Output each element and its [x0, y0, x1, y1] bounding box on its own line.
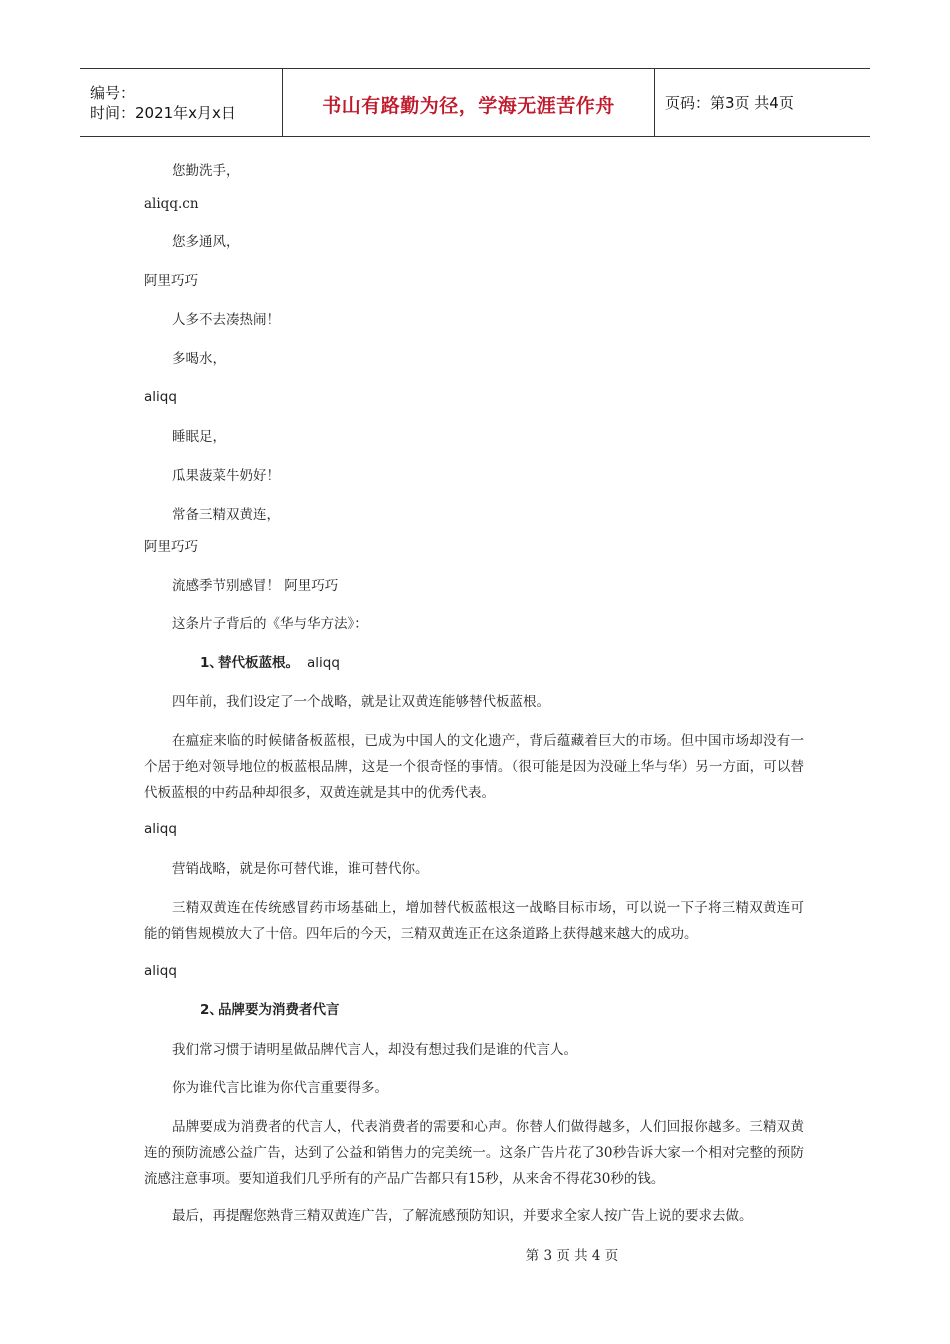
motto-text: 书山有路勤为径，学海无涯苦作舟 — [322, 95, 615, 117]
body-line: 这条片子背后的《华与华方法》： — [172, 616, 368, 632]
body-paragraph: 你为谁代言比谁为你代言重要得多。 — [172, 1080, 388, 1096]
page-footer — [0, 1244, 950, 1264]
document-number-label: 编号： — [90, 83, 136, 102]
page-header — [80, 68, 870, 137]
body-line: aliqq — [144, 821, 177, 837]
section-heading-1 — [144, 650, 804, 676]
body-paragraph: 营销战略，就是你可替代谁，谁可替代你。 — [172, 861, 429, 877]
body-line: 瓜果菠菜牛奶好！ — [172, 468, 280, 484]
body-line: 睡眠足， — [172, 429, 226, 445]
body-line: 阿里巧巧 — [144, 273, 198, 289]
section-tag: aliqq — [307, 655, 340, 671]
body-line: 常备三精双黄连， — [172, 507, 280, 523]
body-line: 多喝水， — [172, 351, 226, 367]
body-line: aliqq.cn — [144, 196, 199, 212]
section-number: 1、 — [200, 655, 223, 671]
document-time-label: 时间：2021年x月x日 — [90, 103, 236, 122]
header-page-label: 页码：第3页 共4页 — [665, 94, 794, 112]
body-line: 您多通风， — [172, 234, 240, 250]
body-line: 您勤洗手， — [172, 163, 240, 179]
header-page-info — [655, 69, 870, 136]
section-heading-2 — [144, 997, 804, 1023]
body-paragraph: 三精双黄连在传统感冒药市场基础上，增加替代板蓝根这一战略目标市场，可以说一下子将三精双黄连可能的销售规模放大了十倍。四年后的今天，三精双黄连正在这条道路上获得越来越大的成功。 — [144, 900, 804, 942]
section-title: 品牌要为消费者代言 — [218, 1002, 340, 1018]
body-line: aliqq — [144, 389, 177, 405]
header-motto — [282, 69, 655, 136]
header-meta — [80, 69, 282, 136]
section-title: 替代板蓝根。 — [218, 655, 299, 671]
footer-page-number: 第 3 页 共 4 页 — [525, 1248, 619, 1264]
body-paragraph: 四年前，我们设定了一个战略，就是让双黄连能够替代板蓝根。 — [172, 694, 550, 710]
body-line: aliqq — [144, 963, 177, 979]
body-paragraph: 品牌要成为消费者的代言人，代表消费者的需要和心声。你替人们做得越多，人们回报你越多。三精双黄连的预防流感公益广告，达到了公益和销售力的完美统一。这条广告片花了30秒告诉大家一个相对完整的预防流感注意事项。要知道我们几乎所有的产品广告都只有15秒，从来舍不得花30秒的钱。 — [144, 1119, 804, 1187]
body-line: 阿里巧巧 — [144, 539, 198, 555]
section-number: 2、 — [200, 1002, 223, 1018]
body-paragraph: 我们常习惯于请明星做品牌代言人，却没有想过我们是谁的代言人。 — [172, 1042, 577, 1058]
body-line: 人多不去凑热闹！ — [172, 312, 280, 328]
body-paragraph: 在瘟症来临的时候储备板蓝根，已成为中国人的文化遗产，背后蕴藏着巨大的市场。但中国市场却没有一个居于绝对领导地位的板蓝根品牌，这是一个很奇怪的事情。（很可能是因为没碰上华与华）另一方面，可以替代板蓝根的中药品种却很多，双黄连就是其中的优秀代表。 — [144, 733, 804, 801]
body-line: 流感季节别感冒！ 阿里巧巧 — [172, 578, 339, 594]
body-paragraph: 最后，再提醒您熟背三精双黄连广告，了解流感预防知识，并要求全家人按广告上说的要求去做。 — [172, 1208, 753, 1224]
